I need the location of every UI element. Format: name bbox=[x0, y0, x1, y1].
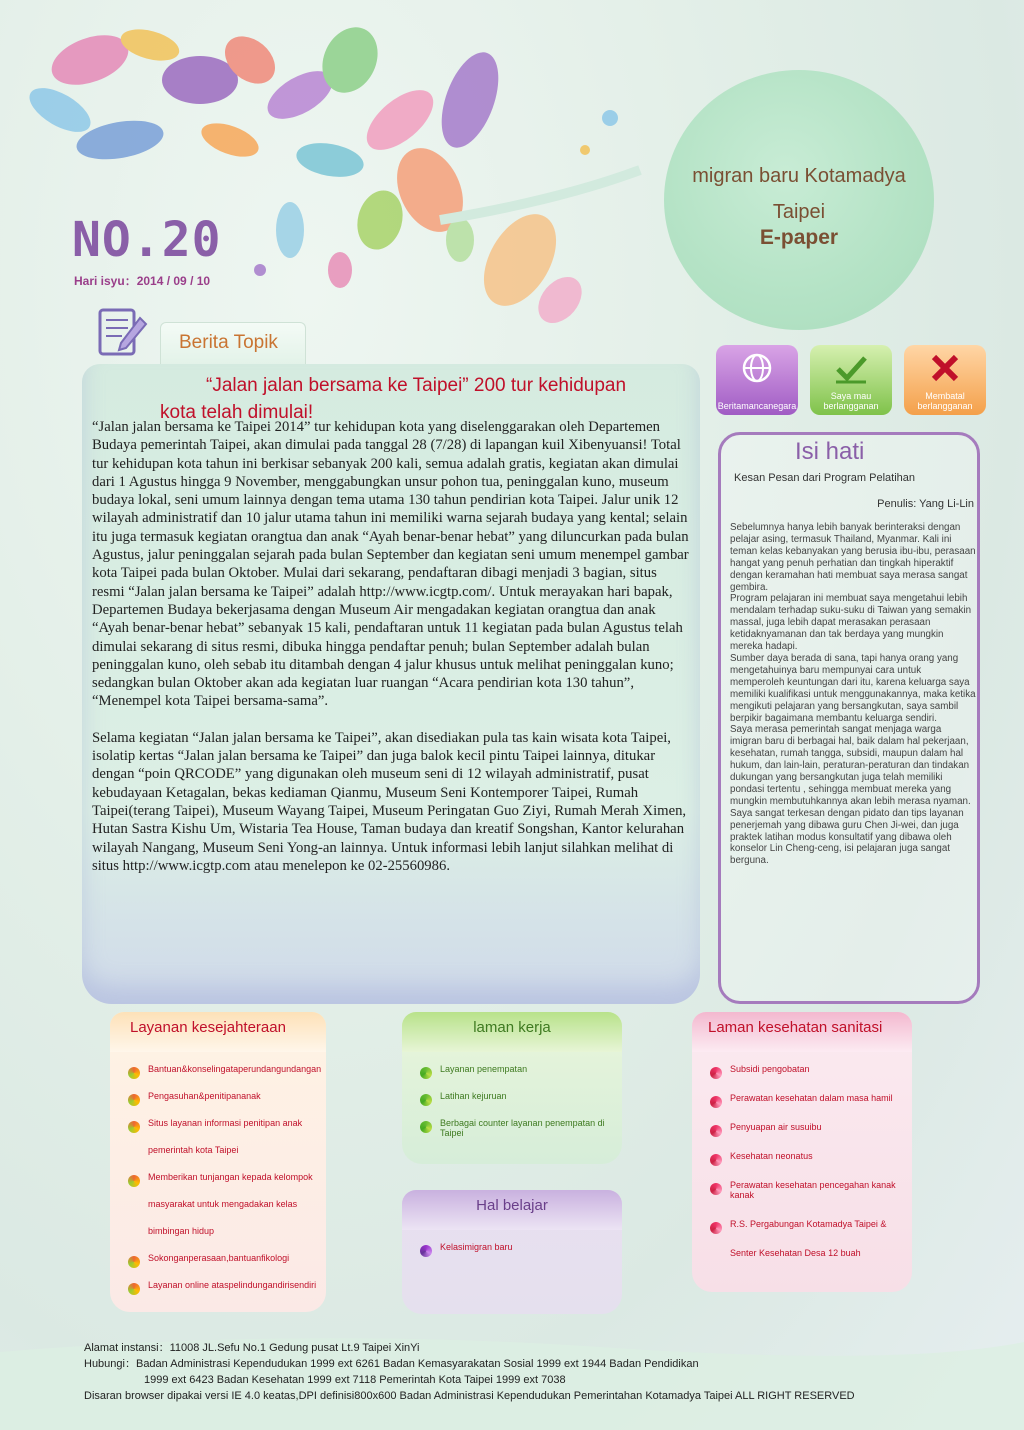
bullet-icon bbox=[420, 1245, 432, 1257]
cross-icon bbox=[928, 351, 962, 385]
health-link[interactable]: Subsidi pengobatan bbox=[692, 1064, 912, 1074]
bullet-icon bbox=[420, 1121, 432, 1133]
isi-hati-title: Isi hati bbox=[795, 438, 865, 465]
issue-number: NO.20 bbox=[72, 212, 222, 268]
bullet-icon bbox=[420, 1067, 432, 1079]
welfare-link[interactable]: Situs layanan informasi penitipan anak bbox=[110, 1118, 326, 1128]
work-panel bbox=[402, 1012, 622, 1164]
study-panel bbox=[402, 1190, 622, 1314]
health-link[interactable]: R.S. Pergabungan Kotamadya Taipei & bbox=[692, 1219, 912, 1229]
bullet-icon bbox=[128, 1256, 140, 1268]
footer bbox=[84, 1340, 984, 1404]
study-panel-title: Hal belajar bbox=[402, 1190, 622, 1230]
bullet-icon bbox=[710, 1096, 722, 1108]
globe-icon bbox=[740, 351, 774, 385]
welfare-link-continued[interactable]: bimbingan hidup bbox=[148, 1226, 215, 1236]
isi-hati-paragraph: Saya merasa pemerintah sangat menjaga warga imigran baru di berbagai hal, baik dalam hal pekerjaan, kesehatan, rumah tangga, subsidi, maupun dalam hal hukum, dan lain-lain, peraturan-peraturan dan tindakan dukungan yang bersangkutan juga telah memiliki pondasi tertentu , sehingga membuat mereka yang mungkin membutuhkannya akan lebih merasa nyaman. bbox=[730, 724, 971, 807]
work-link[interactable]: Berbagai counter layanan penempatan di Taipei bbox=[402, 1118, 622, 1138]
footer-browser-note: Disaran browser dipakai versi IE 4.0 keatas,DPI definisi800x600 Badan Administrasi Kependudukan Pemerintahan Kotamadya Taipei ALL RIGHT RESERVED bbox=[84, 1390, 855, 1402]
isi-hati-subtitle: Kesan Pesan dari Program Pelatihan bbox=[734, 472, 915, 484]
welfare-link-continued[interactable]: pemerintah kota Taipei bbox=[148, 1145, 239, 1155]
unsubscribe-button[interactable]: Membatal berlangganan bbox=[904, 345, 986, 415]
isi-hati-paragraph: Sebelumnya hanya lebih banyak berinteraksi dengan pelajar asing, termasuk Thailand, Myanmar. Kali ini teman kelas kebanyakan yang berusia ibu-ibu, perasaan hangat yang penuh perhatian dan tingkah hiperaktif dengan keramahan hati membuat saya merasa sangat gembira. bbox=[730, 522, 976, 593]
newsletter-subtitle: E-paper bbox=[759, 226, 839, 249]
isi-hati-paragraph: Saya sangat terkesan dengan pidato dan tips layanan penerjemah yang dibawa guru Chen Ji-wei, dan juga praktek latihan modus konsultatif yang dibawa oleh konselor Lin Cheng-ceng, isi pelajaran juga sangat berguna. bbox=[730, 807, 964, 867]
topic-tab: Berita Topik bbox=[160, 322, 306, 366]
notebook-icon bbox=[96, 304, 150, 360]
health-panel bbox=[692, 1012, 912, 1292]
isi-hati-body bbox=[730, 522, 976, 867]
article-title: “Jalan jalan bersama ke Taipei” 200 tur kehidupan kota telah dimulai! bbox=[160, 375, 627, 423]
newsletter-title: migran baru Kotamadya Taipei bbox=[692, 165, 906, 223]
footer-contact-continued: 1999 ext 6423 Badan Kesehatan 1999 ext 7118 Pemerintah Kota Taipei 1999 ext 7038 bbox=[144, 1374, 566, 1386]
bullet-icon bbox=[710, 1067, 722, 1079]
health-link[interactable]: Perawatan kesehatan pencegahan kanak kanak bbox=[692, 1180, 912, 1200]
bullet-icon bbox=[420, 1094, 432, 1106]
checkmark-icon bbox=[834, 351, 868, 385]
bullet-icon bbox=[710, 1125, 722, 1137]
article-paragraph: Selama kegiatan “Jalan jalan bersama ke Taipei”, akan disediakan pula tas kain wisata kota Taipei, isolatip kertas “Jalan jalan bersama ke Taipei” dan juga balok kecil pintu Taipei lainnya, ditukar dengan “poin QRCODE” yang digunakan oleh museum seni di 12 wilayah administratif, pusat kebudayaan Ketagalan, bekas kediaman Qianmu, Museum Seni Kontemporer Taipei, Rumah Taipei(terang Taipei), Museum Wayang Taipei, Museum Peringatan Guo Ziyi, Rumah Merah Ximen, Hutan Sastra Kishu Um, Wistaria Tea House, Taman budaya dan kreatif Songshan, Kantor kelurahan wilayah Nangang, Museum Seni Yong-an lainnya. Untuk informasi lebih lanjut silahkan melihat di situs http://www.icgtp.com atau menelepon ke 02-25560986. bbox=[92, 729, 687, 874]
welfare-panel bbox=[110, 1012, 326, 1312]
isi-hati-paragraph: Program pelajaran ini membuat saya mengetahui lebih mendalam terhadap suku-suku di Taiwan yang semakin massal, juga lebih dapat merasakan perasaan ketidaknyamanan dan tak berdaya yang mungkin mereka hadapi. bbox=[730, 593, 972, 653]
isi-hati-author: Penulis: Yang Li-Lin bbox=[877, 498, 974, 510]
issue-date: Hari isyu：2014 / 09 / 10 bbox=[74, 274, 211, 288]
bullet-icon bbox=[128, 1094, 140, 1106]
welfare-link[interactable]: Pengasuhan&penitipananak bbox=[110, 1091, 326, 1101]
bullet-icon bbox=[128, 1067, 140, 1079]
work-link[interactable]: Latihan kejuruan bbox=[402, 1091, 622, 1101]
welfare-link[interactable]: Bantuan&konselingataperundangundangan bbox=[110, 1064, 326, 1074]
health-link[interactable]: Penyuapan air susuibu bbox=[692, 1122, 912, 1132]
bullet-icon bbox=[710, 1154, 722, 1166]
health-link[interactable]: Kesehatan neonatus bbox=[692, 1151, 912, 1161]
footer-address: Alamat instansi：11008 JL.Sefu No.1 Gedung pusat Lt.9 Taipei XinYi bbox=[84, 1342, 420, 1354]
article-body bbox=[92, 418, 692, 893]
work-link[interactable]: Layanan penempatan bbox=[402, 1064, 622, 1074]
welfare-link[interactable]: Sokonganperasaan,bantuanfikologi bbox=[110, 1253, 326, 1263]
bullet-icon bbox=[710, 1222, 722, 1234]
health-panel-title: Laman kesehatan sanitasi bbox=[692, 1012, 912, 1052]
bullet-icon bbox=[128, 1283, 140, 1295]
footer-contact: Hubungi：Badan Administrasi Kependudukan 1999 ext 6261 Badan Kemasyarakatan Sosial 1999 ext 1944 Badan Pendidikan bbox=[84, 1358, 699, 1370]
welfare-link[interactable]: Layanan online ataspelindungandirisendiri bbox=[110, 1280, 326, 1290]
bullet-icon bbox=[710, 1183, 722, 1195]
study-link[interactable]: Kelasimigran baru bbox=[402, 1242, 622, 1252]
foreign-news-button[interactable]: Beritamancanegara bbox=[716, 345, 798, 415]
work-panel-title: laman kerja bbox=[402, 1012, 622, 1052]
welfare-link-continued[interactable]: masyarakat untuk mengadakan kelas bbox=[148, 1199, 298, 1209]
health-link-continued[interactable]: Senter Kesehatan Desa 12 buah bbox=[730, 1248, 861, 1258]
article-paragraph: “Jalan jalan bersama ke Taipei 2014” tur kehidupan kota yang diselenggarakan oleh Departemen Budaya pemerintah Taipei, akan dimulai pada tanggal 28 (7/28) di lapangan kuil Xibenyuansi! Total tur kehidupan kota tahun ini berkisar sebanyak 200 kali, semua adalah gratis, kegiatan akan dimulai dari 1 Agustus hingga 9 November, menggabungkan unsur pohon tua, peninggalan kuno, museum budaya lokal, seni umum lainnya dengan tema utama 130 tahun pendirian kota Taipei. Jalur unik 12 wilayah administratif dan 10 jalur utama tahun ini memiliki warna sejarah budaya yang kental; selain itu juga termasuk kegiatan orangtua dan anak “Ayah benar-benar hebat” yang diluncurkan pada bulan Agustus, jalur peninggalan sejarah pada bulan September dan kegiatan seni umum menempel gambar kota Taipei pada bulan Oktober. Mulai dari sekarang, pendaftaran dibagi menjadi 3 bagian, situs resmi “Jalan jalan bersama ke Taipei” adalah http://www.icgtp.com/. Untuk merayakan hari bapak, Departemen Budaya bekerjasama dengan Museum Air mengadakan kegiatan orangtua dan anak “Ayah benar-benar hebat” sebanyak 15 kali, pendaftaran untuk 11 kegiatan pada bulan Agustus telah dimulai sekarang di situs resmi, dibuka hingga pendaftar penuh; bulan September adalah bulan peninggalan kuno, oleh sebab itu ditambah dengan 4 jalur khusus untuk melihat peninggalan kuno; sedangkan bulan Oktober akan ada kegiatan luar ruangan “Acara pendirian kota 130 tahun”, “Menempel kota Taipei bersama-sama”. bbox=[92, 419, 689, 710]
welfare-link[interactable]: Memberikan tunjangan kepada kelompok bbox=[110, 1172, 326, 1182]
bullet-icon bbox=[128, 1121, 140, 1133]
subscribe-button[interactable]: Saya mau berlangganan bbox=[810, 345, 892, 415]
isi-hati-paragraph: Sumber daya berada di sana, tapi hanya orang yang mengetahuinya baru mempunyai cara untuk memperoleh keuntungan dari itu, karena keluarga saya memiliki kualifikasi untuk menggunakannya, maka ketika mengikuti pelajaran yang bersangkutan, saya sambil berpikir bagaimana membantu keluarga sendiri. bbox=[730, 652, 976, 724]
health-link[interactable]: Perawatan kesehatan dalam masa hamil bbox=[692, 1093, 912, 1103]
welfare-panel-title: Layanan kesejahteraan bbox=[110, 1012, 326, 1052]
bullet-icon bbox=[128, 1175, 140, 1187]
